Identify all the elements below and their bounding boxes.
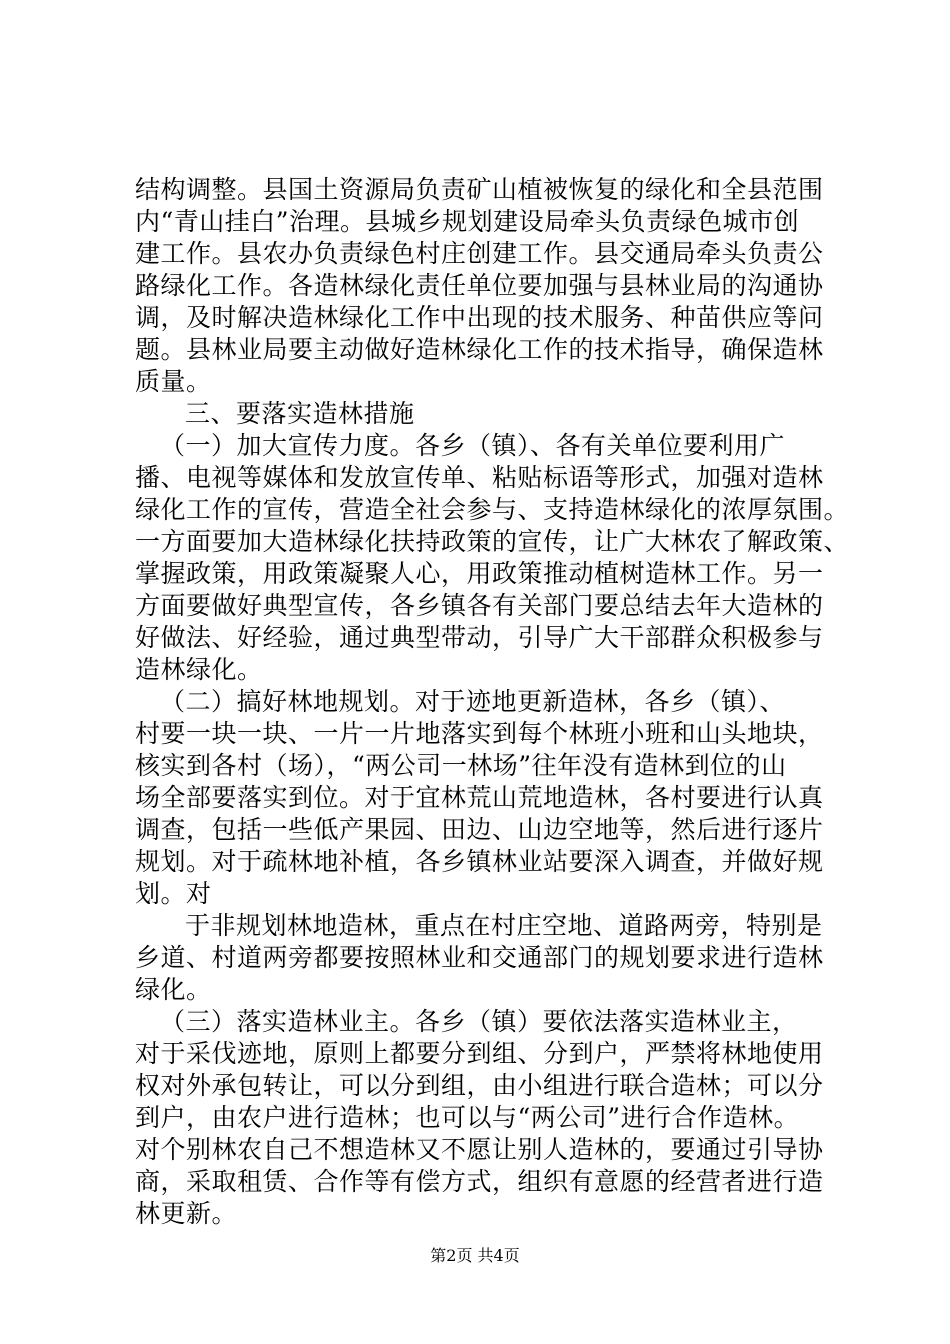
text-line: 于非规划林地造林，重点在村庄空地、道路两旁，特别是 [185, 911, 823, 940]
text-line: 造林绿化。 [135, 655, 263, 684]
page-footer: 第2页 共4页 [430, 1246, 520, 1265]
section-heading: 三、要落实造林措施 [185, 399, 415, 428]
text-line: 核实到各村（场），“两公司一林场”往年没有造林到位的山 [135, 751, 787, 780]
text-line: 规划。对于疏林地补植，各乡镇林业站要深入调查，并做好规 [135, 847, 824, 876]
text-line: 权对外承包转让，可以分到组，由小组进行联合造林；可以分 [135, 1071, 824, 1100]
text-line: （一）加大宣传力度。各乡（镇）、各有关单位要利用广 [160, 431, 786, 460]
text-line: 一方面要加大造林绿化扶持政策的宣传，让广大林农了解政策、 [135, 527, 850, 556]
text-line: 调查，包括一些低产果园、田边、山边空地等，然后进行逐片 [135, 815, 824, 844]
text-line: 播、电视等媒体和发放宣传单、粘贴标语等形式，加强对造林 [135, 463, 824, 492]
text-line: 林更新。 [135, 1199, 238, 1228]
text-line: 内“青山挂白”治理。县城乡规划建设局牵头负责绿色城市创 [135, 207, 800, 236]
text-line: （三）落实造林业主。各乡（镇）要依法落实造林业主， [160, 1007, 798, 1036]
text-line: 掌握政策，用政策凝聚人心，用政策推动植树造林工作。另一 [135, 559, 824, 588]
text-line: 好做法、好经验，通过典型带动，引导广大干部群众积极参与 [135, 623, 824, 652]
text-line: 调，及时解决造林绿化工作中出现的技术服务、种苗供应等问 [135, 303, 824, 332]
text-line: 题。县林业局要主动做好造林绿化工作的技术指导，确保造林 [135, 335, 824, 364]
text-line: 对于采伐迹地，原则上都要分到组、分到户，严禁将林地使用 [135, 1039, 824, 1068]
text-line: 质量。 [135, 367, 212, 396]
text-line: 商，采取租赁、合作等有偿方式，组织有意愿的经营者进行造 [135, 1167, 824, 1196]
text-line: 绿化。 [135, 975, 212, 1004]
text-line: 建工作。县农办负责绿色村庄创建工作。县交通局牵头负责公 [135, 239, 824, 268]
text-line: 场全部要落实到位。对于宜林荒山荒地造林，各村要进行认真 [135, 783, 824, 812]
text-line: 方面要做好典型宣传，各乡镇各有关部门要总结去年大造林的 [135, 591, 824, 620]
text-line: 村要一块一块、一片一片地落实到每个林班小班和山头地块， [135, 719, 824, 748]
text-line: 乡道、村道两旁都要按照林业和交通部门的规划要求进行造林 [135, 943, 824, 972]
text-line: 绿化工作的宣传，营造全社会参与、支持造林绿化的浓厚氛围。 [135, 495, 850, 524]
text-line: 路绿化工作。各造林绿化责任单位要加强与县林业局的沟通协 [135, 271, 824, 300]
text-line: 到户，由农户进行造林；也可以与“两公司”进行合作造林。 [135, 1103, 800, 1132]
text-line: 划。对 [135, 879, 212, 908]
text-line: 结构调整。县国土资源局负责矿山植被恢复的绿化和全县范围 [135, 175, 824, 204]
text-line: 对个别林农自己不想造林又不愿让别人造林的，要通过引导协 [135, 1135, 824, 1164]
text-line: （二）搞好林地规划。对于迹地更新造林，各乡（镇）、 [160, 687, 786, 716]
